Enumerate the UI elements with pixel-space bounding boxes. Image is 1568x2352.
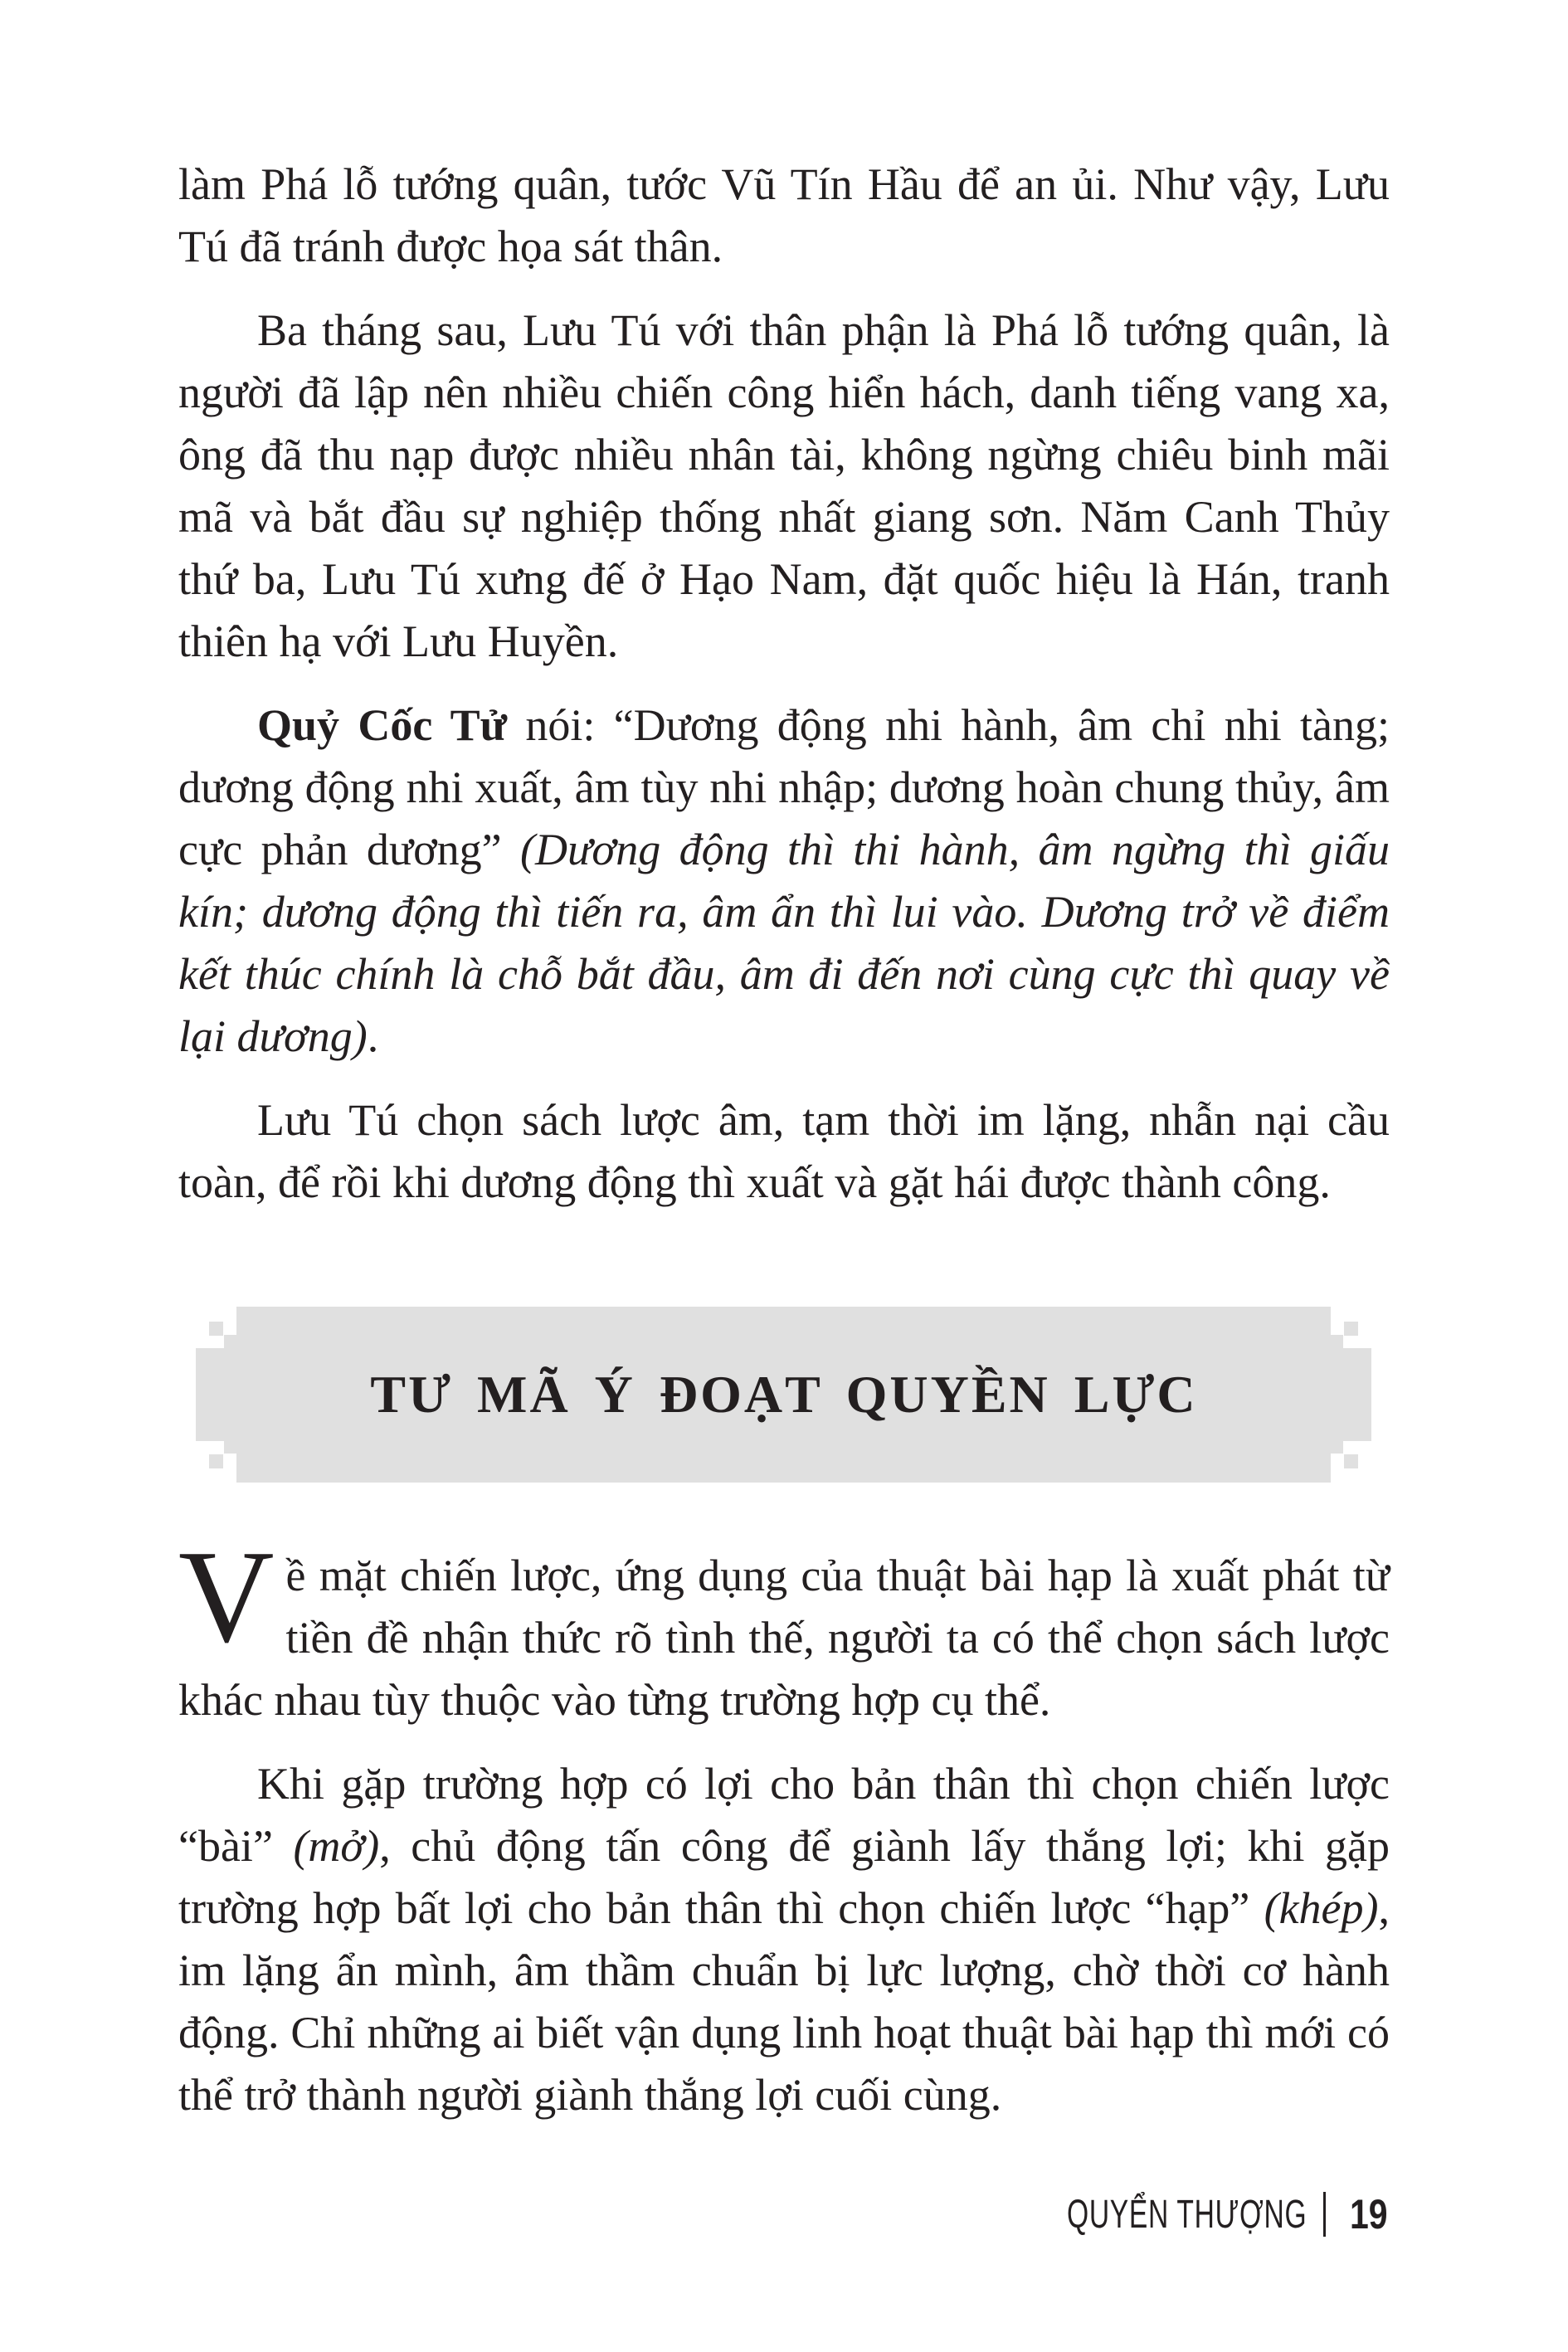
paragraph-run: ề mặt chiến lược, ứng dụng của thuật bài hạp là xuất phát từ tiền đề nhận thức rõ tình thế, người ta có thể chọn sách lược khác nhau tùy thuộc vào từng trường hợp cụ thể. xyxy=(178,1551,1390,1725)
paragraph xyxy=(178,1753,1390,2126)
paragraph-run: , chủ động tấn công để giành lấy thắng lợi; khi gặp trường hợp bất lợi cho bản thân thì chọn chiến lược “hạp” xyxy=(178,1821,1390,1933)
section-banner xyxy=(178,1307,1390,1483)
running-title: QUYỂN THƯỢNG xyxy=(1067,2192,1307,2237)
quote-end-punctuation: . xyxy=(367,1011,379,1061)
paragraph-italic-term: (khép) xyxy=(1264,1883,1379,1933)
drop-cap-letter: V xyxy=(178,1522,275,1670)
footer-divider xyxy=(1323,2192,1326,2237)
paragraph: Ba tháng sau, Lưu Tú với thân phận là Phá lỗ tướng quân, là người đã lập nên nhiều chiến công hiển hách, danh tiếng vang xa, ông đã thu nạp được nhiều nhân tài, không ngừng chiêu binh mãi mã và bắt đầu sự nghiệp thống nhất giang sơn. Năm Canh Thủy thứ ba, Lưu Tú xưng đế ở Hạo Nam, đặt quốc hiệu là Hán, tranh thiên hạ với Lưu Huyền. xyxy=(178,305,1390,666)
quote-text-run: nói: “Dương động nhi hành, âm chỉ nhi tàng; dương động nhi xuất, âm tùy nhi nhập; dương hoàn chung thủy, âm cực phản dương” xyxy=(178,700,1390,874)
paragraph-italic-term: (mở) xyxy=(293,1821,380,1871)
paragraph-run: Khi gặp trường hợp có lợi cho bản thân thì chọn chiến lược “bài” xyxy=(178,1759,1390,1871)
paragraph-quote xyxy=(178,694,1390,1068)
section-title: TƯ MÃ Ý ĐOẠT QUYỀN LỰC xyxy=(370,1365,1198,1424)
quote-author-bold: Quỷ Cốc Tử xyxy=(257,700,508,750)
paragraph-continuation: làm Phá lỗ tướng quân, tước Vũ Tín Hầu để an ủi. Như vậy, Lưu Tú đã tránh được họa sát thân. xyxy=(178,159,1390,271)
page-footer xyxy=(964,2190,1392,2238)
paragraph-run: , im lặng ẩn mình, âm thầm chuẩn bị lực lượng, chờ thời cơ hành động. Chỉ những ai biết vận dụng linh hoạt thuật bài hạp thì mới có thể trở thành người giành thắng lợi cuối cùng. xyxy=(178,1883,1390,2120)
paragraph: Lưu Tú chọn sách lược âm, tạm thời im lặng, nhẫn nại cầu toàn, để rồi khi dương động thì xuất và gặt hái được thành công. xyxy=(178,1095,1390,1207)
page-number: 19 xyxy=(1350,2191,1388,2238)
paragraph-dropcap xyxy=(178,1522,1390,1731)
quote-translation-italic: (Dương động thì thi hành, âm ngừng thì giấu kín; dương động thì tiến ra, âm ẩn thì lui vào. Dương trở về điểm kết thúc chính là chỗ bắt đầu, âm đi đến nơi cùng cực thì quay về lại dương) xyxy=(178,825,1390,1061)
